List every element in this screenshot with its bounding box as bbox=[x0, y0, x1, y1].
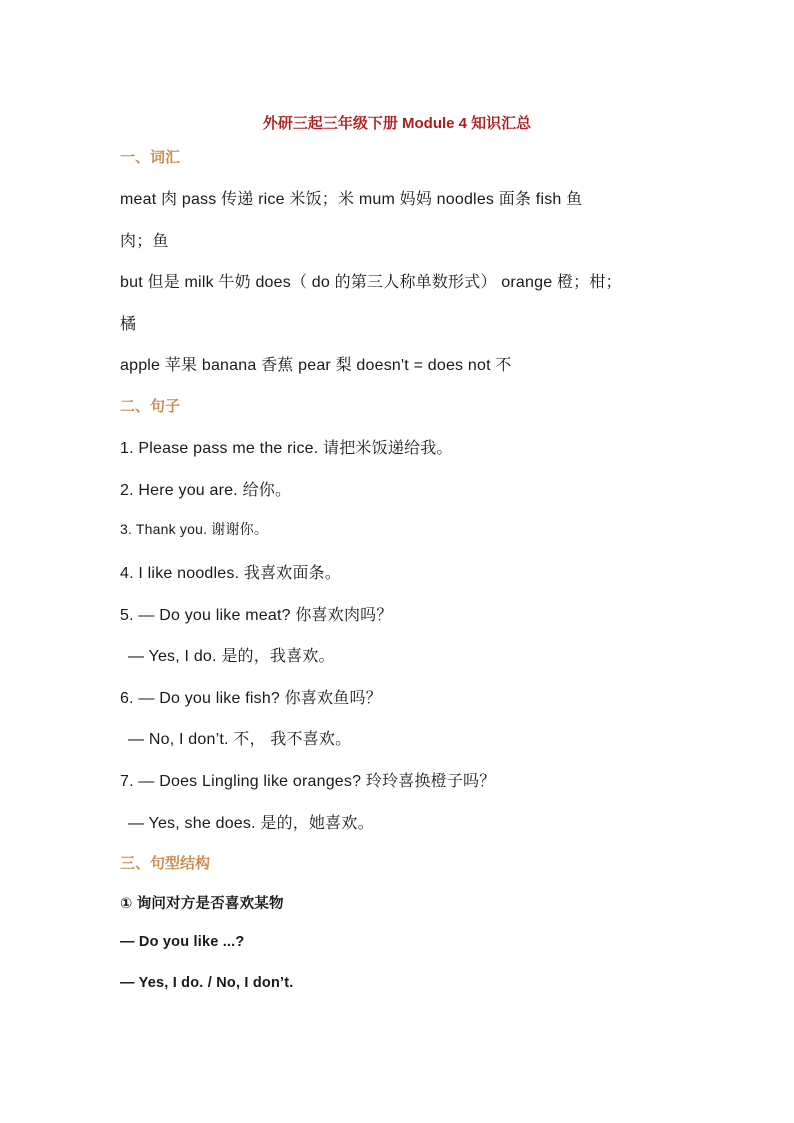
pattern-title: ① 询问对方是否喜欢某物 bbox=[120, 896, 284, 912]
vocab-line-1: meat 肉 pass 传递 rice 米饭；米 mum 妈妈 noodles 面条 fish 鱼 bbox=[120, 191, 583, 208]
sentence-3: 3. Thank you. 谢谢你。 bbox=[120, 521, 269, 537]
section-heading-vocabulary: 一、词汇 bbox=[120, 149, 181, 166]
sentence-5-question: 5. — Do you like meat? 你喜欢肉吗？ bbox=[120, 607, 393, 624]
document-title: 外研三起三年级下册 Module 4 知识汇总 bbox=[262, 115, 532, 132]
sentence-5-answer: — Yes, I do. 是的，我喜欢。 bbox=[128, 648, 335, 665]
sentence-2: 2. Here you are. 给你。 bbox=[120, 482, 292, 499]
vocab-line-3: but 但是 milk 牛奶 does（ do 的第三人称单数形式） orange 橙；柑； bbox=[120, 274, 622, 291]
pattern-question: — Do you like ...? bbox=[120, 934, 245, 950]
sentence-1: 1. Please pass me the rice. 请把米饭递给我。 bbox=[120, 440, 453, 457]
sentence-6-answer: — No, I don’t. 不， 我不喜欢。 bbox=[128, 731, 352, 748]
section-heading-patterns: 三、句型结构 bbox=[120, 855, 211, 872]
vocab-line-2: 肉；鱼 bbox=[120, 233, 169, 250]
vocab-line-5: apple 苹果 banana 香蕉 pear 梨 doesn't = does not 不 bbox=[120, 357, 512, 374]
section-heading-sentences: 二、句子 bbox=[120, 398, 181, 415]
pattern-answer: — Yes, I do. / No, I don’t. bbox=[120, 975, 294, 991]
sentence-7-question: 7. — Does Lingling like oranges? 玲玲喜换橙子吗？ bbox=[120, 773, 496, 790]
vocab-line-4: 橘 bbox=[120, 316, 137, 333]
sentence-6-question: 6. — Do you like fish? 你喜欢鱼吗？ bbox=[120, 690, 382, 707]
sentence-7-answer: — Yes, she does. 是的，她喜欢。 bbox=[128, 815, 374, 832]
sentence-4: 4. I like noodles. 我喜欢面条。 bbox=[120, 565, 342, 582]
